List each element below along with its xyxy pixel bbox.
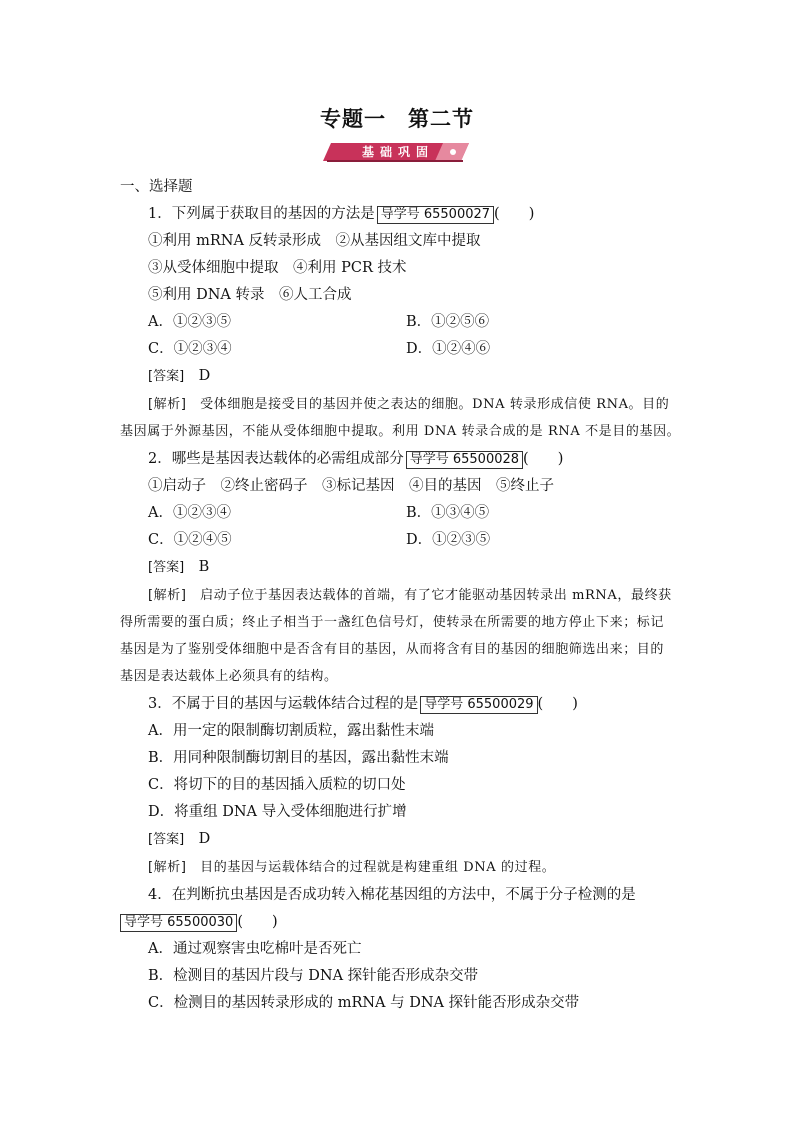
q2-option-d: D．①②③⑤: [406, 532, 491, 548]
q1-item-line-3: ⑤利用 DNA 转录 ⑥人工合成: [148, 287, 352, 303]
q1-option-a: A．①②③⑤: [148, 314, 231, 330]
question-2-stem: [148, 449, 563, 469]
answer-tag: [答案]: [148, 832, 185, 847]
q1-option-b: B．①②⑤⑥: [406, 314, 490, 330]
question-4-stem-continued: [120, 912, 278, 932]
explanation-text: 受体细胞是接受目的基因并使之表达的细胞。DNA 转录形成信使 RNA。目的: [200, 397, 670, 412]
answer-blank: ( ): [494, 206, 535, 222]
q2-item-line-1: ①启动子 ②终止密码子 ③标记基因 ④目的基因 ⑤终止子: [148, 478, 554, 494]
page-title: 专题一 第二节: [320, 107, 474, 131]
q3-answer: [148, 829, 210, 850]
banner-label: 基础巩固: [361, 145, 434, 159]
explanation-tag: [解析]: [148, 588, 187, 603]
q1-option-d: D．①②④⑥: [406, 341, 491, 357]
explanation-text: 启动子位于基因表达载体的首端，有了它才能驱动基因转录出 mRNA，最终获: [200, 588, 672, 603]
guide-number-badge: 导学号 65500028: [406, 451, 523, 469]
explanation-text: 目的基因与运载体结合的过程就是构建重组 DNA 的过程。: [200, 860, 556, 875]
question-text: 3．不属于目的基因与运载体结合过程的是: [148, 696, 419, 712]
answer-tag: [答案]: [148, 369, 185, 384]
question-4-stem: 4．在判断抗虫基因是否成功转入棉花基因组的方法中，不属于分子检测的是: [148, 887, 636, 903]
q4-option-a: A．通过观察害虫吃棉叶是否死亡: [148, 941, 362, 957]
guide-number-badge: 导学号 65500027: [377, 206, 494, 224]
q3-option-d: D．将重组 DNA 导入受体细胞进行扩增: [148, 804, 407, 820]
q3-option-c: C．将切下的目的基因插入质粒的切口处: [148, 777, 406, 793]
q3-option-a: A．用一定的限制酶切割质粒，露出黏性末端: [148, 723, 434, 739]
q3-explanation-line-1: [148, 858, 555, 878]
q1-answer: [148, 366, 210, 387]
q1-item-line-2: ③从受体细胞中提取 ④利用 PCR 技术: [148, 260, 407, 276]
q1-item-line-1: ①利用 mRNA 反转录形成 ②从基因组文库中提取: [148, 233, 481, 249]
question-text: 1．下列属于获取目的基因的方法是: [148, 206, 375, 222]
question-text: 2．哪些是基因表达载体的必需组成部分: [148, 451, 404, 467]
answer-tag: [答案]: [148, 560, 185, 575]
q1-explanation-line-2: 基因属于外源基因，不能从受体细胞中提取。利用 DNA 转录合成的是 RNA 不是目的基因。: [120, 424, 681, 439]
q2-explanation-line-3: 基因是为了鉴别受体细胞中是否含有目的基因，从而将含有目的基因的细胞筛选出来；目的: [120, 642, 665, 657]
q2-option-a: A．①②③④: [148, 505, 231, 521]
q2-option-b: B．①③④⑤: [406, 505, 490, 521]
guide-number-badge: 导学号 65500030: [120, 914, 237, 932]
section-heading: 一、选择题: [120, 179, 193, 195]
q3-option-b: B．用同种限制酶切割目的基因，露出黏性末端: [148, 750, 449, 766]
explanation-tag: [解析]: [148, 397, 187, 412]
answer-value: D: [198, 368, 211, 384]
question-1-stem: [148, 204, 534, 224]
q1-option-c: C．①②③④: [148, 341, 232, 357]
answer-value: B: [198, 559, 210, 575]
q4-option-b: B．检测目的基因片段与 DNA 探针能否形成杂交带: [148, 968, 479, 984]
q2-explanation-line-4: 基因是表达载体上必须具有的结构。: [120, 669, 338, 684]
q2-answer: [148, 557, 209, 578]
q2-explanation-line-1: [148, 586, 672, 606]
answer-value: D: [198, 831, 211, 847]
q2-explanation-line-2: 得所需要的蛋白质；终止子相当于一盏红色信号灯，使转录在所需要的地方停止下来；标记: [120, 615, 665, 630]
answer-blank: ( ): [237, 914, 278, 930]
q4-option-c: C．检测目的基因转录形成的 mRNA 与 DNA 探针能否形成杂交带: [148, 995, 580, 1011]
answer-blank: ( ): [523, 451, 564, 467]
answer-blank: ( ): [537, 696, 578, 712]
q2-option-c: C．①②④⑤: [148, 532, 232, 548]
guide-number-badge: 导学号 65500029: [420, 696, 537, 714]
explanation-tag: [解析]: [148, 860, 187, 875]
q1-explanation-line-1: [148, 395, 669, 415]
question-3-stem: [148, 694, 578, 714]
